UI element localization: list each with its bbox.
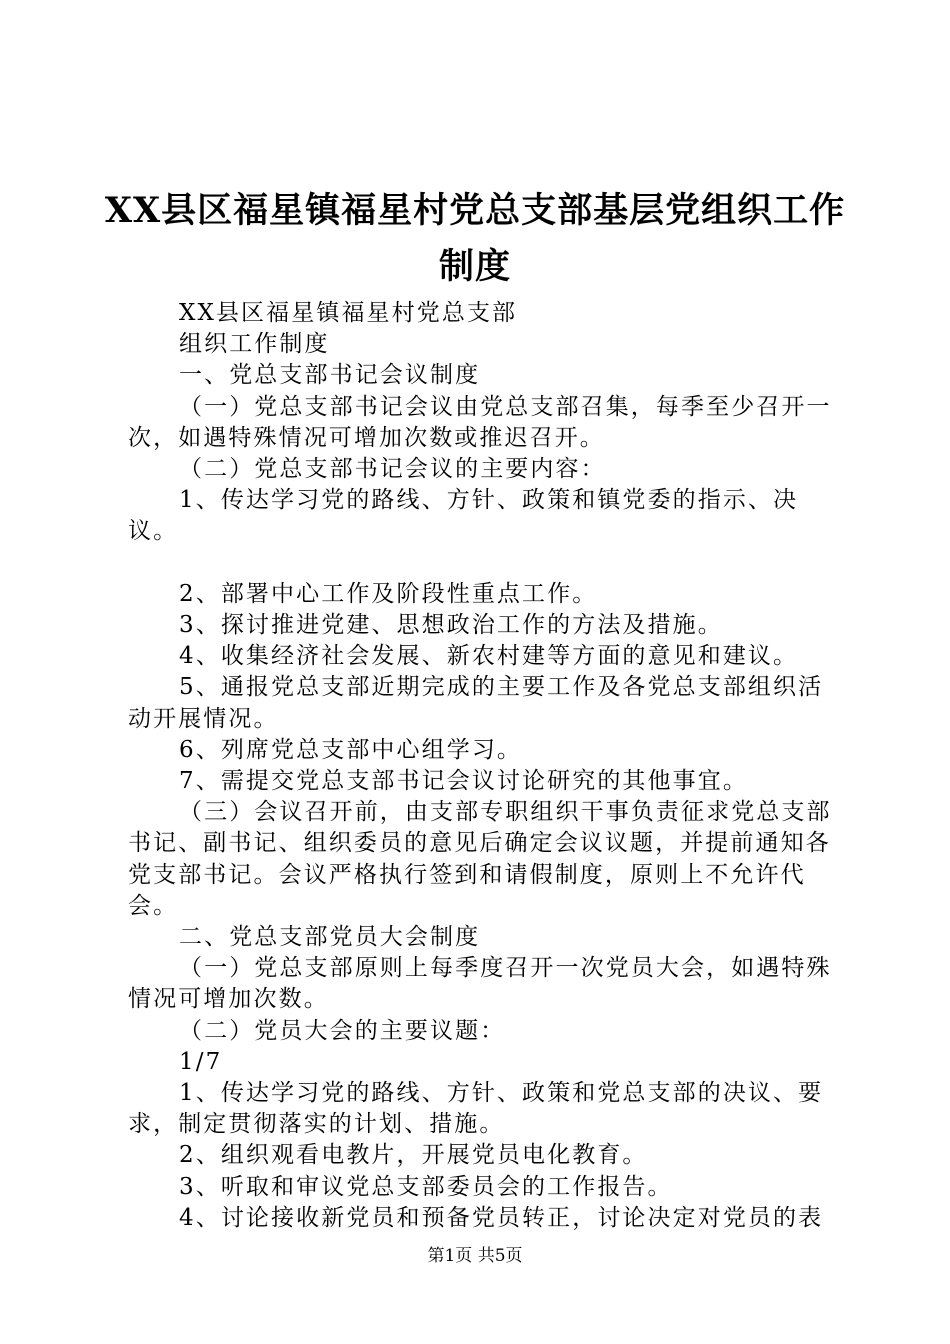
- paragraph: （一）党总支部书记会议由党总支部召集，每季至少召开一次，如遇特殊情况可增加次数或推迟召开。: [128, 393, 832, 451]
- list-item: 4、收集经济社会发展、新农村建等方面的意见和建议。: [179, 643, 799, 670]
- list-item: 2、部署中心工作及阶段性重点工作。: [179, 580, 598, 607]
- blank-line: [128, 548, 848, 579]
- paragraph: 组织工作制度: [179, 331, 330, 358]
- page-title: XX县区福星镇福星村党总支部基层党组织工作制度: [104, 190, 846, 287]
- list-item: 4、讨论接收新党员和预备党员转正，讨论决定对党员的表: [179, 1204, 824, 1231]
- section-heading: 一、党总支部书记会议制度: [179, 362, 481, 389]
- paragraph: （一）党总支部原则上每季度召开一次党员大会，如遇特殊情况可增加次数。: [128, 955, 832, 1013]
- document-body: [128, 298, 848, 1234]
- section-heading: 二、党总支部党员大会制度: [179, 924, 481, 951]
- list-item: 7、需提交党总支部书记会议讨论研究的其他事宜。: [179, 768, 748, 795]
- list-item: 6、列席党总支部中心组学习。: [179, 736, 523, 763]
- list-item: 2、组织观看电教片，开展党员电化教育。: [179, 1142, 648, 1169]
- list-item: 3、探讨推进党建、思想政治工作的方法及措施。: [179, 612, 723, 639]
- paragraph: XX县区福星镇福星村党总支部: [179, 300, 518, 326]
- list-item: 1、传达学习党的路线、方针、政策和镇党委的指示、决议。: [128, 487, 799, 545]
- paragraph: （二）党总支部书记会议的主要内容：: [179, 456, 606, 483]
- list-item: 3、听取和审议党总支部委员会的工作报告。: [179, 1173, 673, 1200]
- list-item: 5、通报党总支部近期完成的主要工作及各党总支部组织活动开展情况。: [128, 674, 824, 732]
- inline-page-number: 1/7: [179, 1048, 223, 1075]
- paragraph: （三）会议召开前，由支部专职组织干事负责征求党总支部书记、副书记、组织委员的意见后确定会议议题，并提前通知各党支部书记。会议严格执行签到和请假制度，原则上不允许代会。: [128, 799, 832, 919]
- paragraph: （二）党员大会的主要议题：: [179, 1017, 506, 1044]
- list-item: 1、传达学习党的路线、方针、政策和党总支部的决议、要求，制定贯彻落实的计划、措施。: [128, 1080, 824, 1138]
- page-footer: 第1页 共5页: [427, 1246, 523, 1266]
